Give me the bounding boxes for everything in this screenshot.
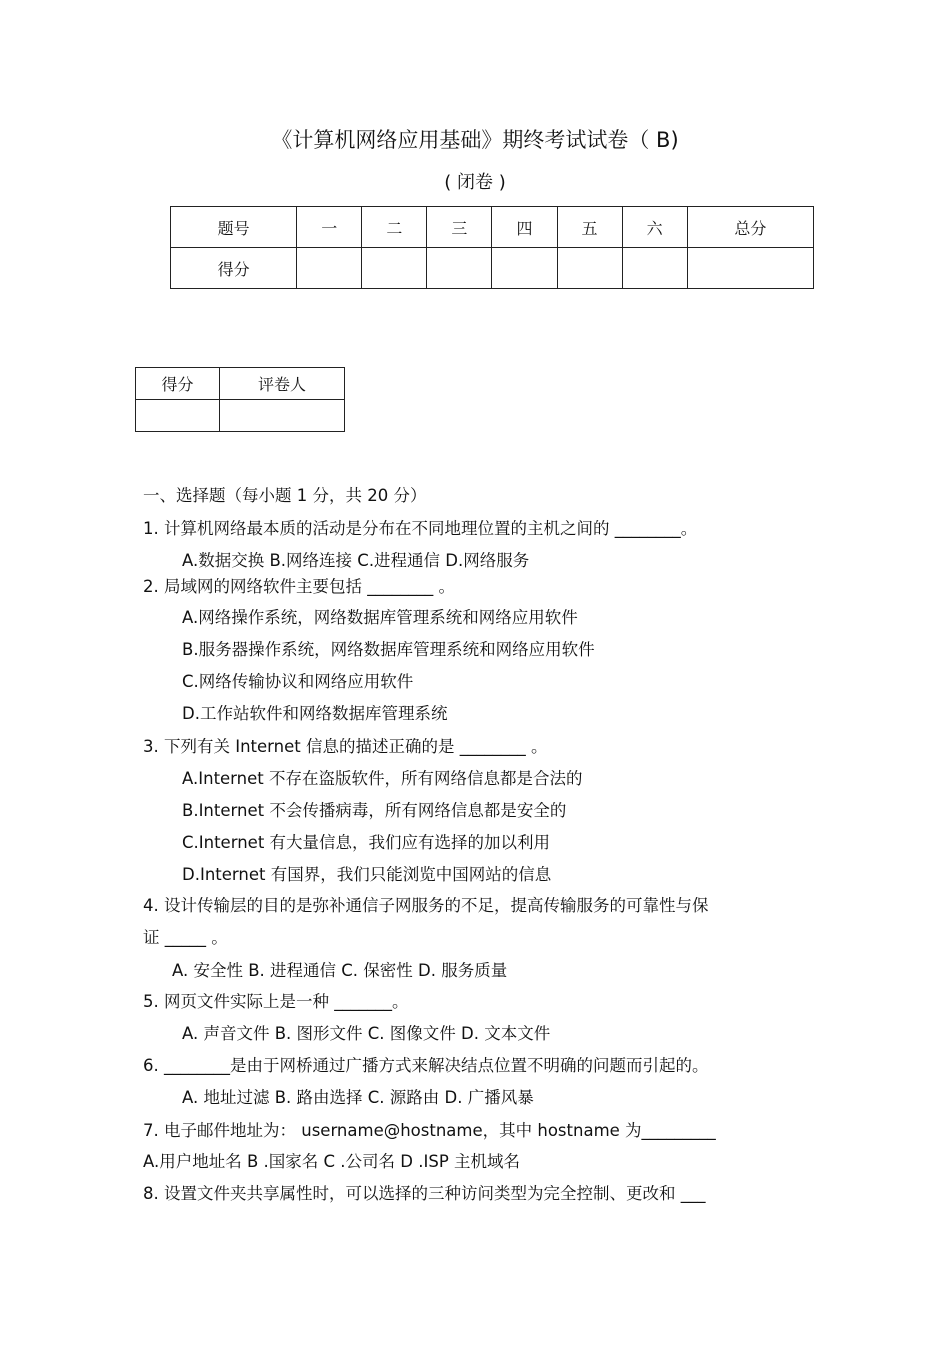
answer-option: C.网络传输协议和网络应用软件 [182,672,414,691]
answer-options: A.用户地址名 B .国家名 C .公司名 D .ISP 主机域名 [143,1152,521,1171]
answer-option: D.Internet 有国界，我们只能浏览中国网站的信息 [182,865,552,884]
answer-options: A. 声音文件 B. 图形文件 C. 图像文件 D. 文本文件 [182,1024,551,1043]
question-text: 2. 局域网的网络软件主要包括 ________ 。 [143,577,455,596]
score-row-label: 得分 [171,248,297,289]
answer-option: C.Internet 有大量信息，我们应有选择的加以利用 [182,833,551,852]
question-text: 3. 下列有关 Internet 信息的描述正确的是 ________ 。 [143,737,548,756]
section-heading: 一、选择题（每小题 1 分，共 20 分） [143,486,427,505]
grader-table [135,367,345,432]
answer-option: A.Internet 不存在盗版软件，所有网络信息都是合法的 [182,769,583,788]
answer-options: A. 地址过滤 B. 路由选择 C. 源路由 D. 广播风暴 [182,1088,534,1107]
exam-subtitle: ( 闭卷 ) [444,172,506,193]
question-text-continued: 证 _____ 。 [143,928,228,947]
grader-table-header-row [136,368,345,400]
score-header-cell: 三 [427,207,492,248]
score-cell [622,248,687,289]
question-text: 8. 设置文件夹共享属性时，可以选择的三种访问类型为完全控制、更改和 ___ [143,1184,706,1203]
score-header-cell: 六 [622,207,687,248]
answer-option: B.服务器操作系统，网络数据库管理系统和网络应用软件 [182,640,595,659]
score-header-cell: 总分 [687,207,813,248]
score-cell [557,248,622,289]
score-cell [427,248,492,289]
grader-header-cell: 得分 [136,368,220,400]
question-text: 6. ________是由于网桥通过广播方式来解决结点位置不明确的问题而引起的。 [143,1056,709,1075]
question-text: 1. 计算机网络最本质的活动是分布在不同地理位置的主机之间的 ________。 [143,519,698,538]
score-cell [687,248,813,289]
answer-option: A.网络操作系统，网络数据库管理系统和网络应用软件 [182,608,578,627]
score-cell [297,248,362,289]
score-header-cell: 一 [297,207,362,248]
score-cell [492,248,557,289]
score-header-cell: 四 [492,207,557,248]
answer-option: B.Internet 不会传播病毒，所有网络信息都是安全的 [182,801,567,820]
grader-header-cell: 评卷人 [220,368,345,400]
score-header-cell: 二 [362,207,427,248]
score-header-cell: 五 [557,207,622,248]
score-cell [362,248,427,289]
score-table-score-row [171,248,814,289]
score-table-header-row [171,207,814,248]
answer-option: D.工作站软件和网络数据库管理系统 [182,704,448,723]
score-header-cell: 题号 [171,207,297,248]
question-text: 7. 电子邮件地址为： username@hostname，其中 hostname 为_________ [143,1121,716,1140]
grader-cell [136,400,220,432]
question-text: 4. 设计传输层的目的是弥补通信子网服务的不足，提高传输服务的可靠性与保 [143,896,709,915]
grader-cell [220,400,345,432]
question-text: 5. 网页文件实际上是一种 _______。 [143,992,409,1011]
answer-options: A. 安全性 B. 进程通信 C. 保密性 D. 服务质量 [172,961,508,980]
score-table [170,206,814,289]
answer-options: A.数据交换 B.网络连接 C.进程通信 D.网络服务 [182,551,530,570]
exam-title: 《计算机网络应用基础》期终考试试卷（ B) [271,128,679,152]
grader-table-blank-row [136,400,345,432]
